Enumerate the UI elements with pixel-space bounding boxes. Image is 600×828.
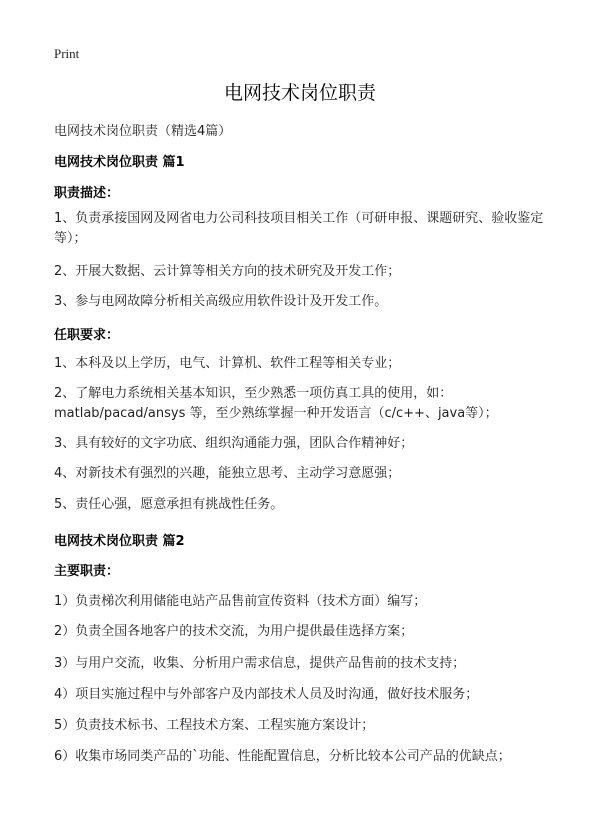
requirement-item: 5、责任心强，愿意承担有挑战性任务。: [54, 497, 284, 512]
requirement-item: 3、具有较好的文字功底、组织沟通能力强，团队合作精神好；: [54, 436, 414, 451]
requirement-item: 2、了解电力系统相关基本知识，至少熟悉一项仿真工具的使用，如：matlab/pacad/ansys 等，至少熟练掌握一种开发语言（c/c++、java等）；: [54, 386, 498, 421]
duty-item: 2、开展大数据、云计算等相关方向的技术研究及开发工作；: [54, 264, 401, 279]
requirement-item: 1、本科及以上学历，电气、计算机、软件工程等相关专业；: [54, 356, 401, 371]
duty-item: 5）负责技术标书、工程技术方案、工程实施方案设计；: [54, 718, 375, 733]
section-heading: 电网技术岗位职责 篇1: [54, 155, 185, 170]
duty-item: 1）负责梯次利用储能电站产品售前宣传资料（技术方面）编写；: [54, 594, 427, 609]
requirement-item: 4、对新技术有强烈的兴趣，能独立思考、主动学习意愿强；: [54, 466, 401, 481]
duty-item: 3、参与电网故障分析相关高级应用软件设计及开发工作。: [54, 294, 388, 309]
document-subtitle: 电网技术岗位职责（精选4篇）: [54, 124, 232, 139]
duties-heading: 主要职责：: [54, 564, 120, 579]
duty-item: 4）项目实施过程中与外部客户及内部技术人员及时沟通，做好技术服务；: [54, 687, 479, 702]
duties-heading: 职责描述：: [54, 186, 120, 201]
print-label: Print: [54, 46, 80, 61]
duty-item: 2）负责全国各地客户的技术交流，为用户提供最佳选择方案；: [54, 624, 414, 639]
section-heading: 电网技术岗位职责 篇2: [54, 534, 185, 549]
requirements-heading: 任职要求：: [54, 328, 120, 343]
duty-item: 3）与用户交流，收集、分析用户需求信息，提供产品售前的技术支持；: [54, 656, 466, 671]
duty-item: 1、负责承接国网及网省电力公司科技项目相关工作（可研申报、课题研究、验收鉴定等）；: [54, 211, 544, 246]
page-title: 电网技术岗位职责: [223, 82, 376, 104]
duty-item: 6）收集市场同类产品的`功能、性能配置信息，分析比较本公司产品的优缺点；: [54, 749, 511, 764]
